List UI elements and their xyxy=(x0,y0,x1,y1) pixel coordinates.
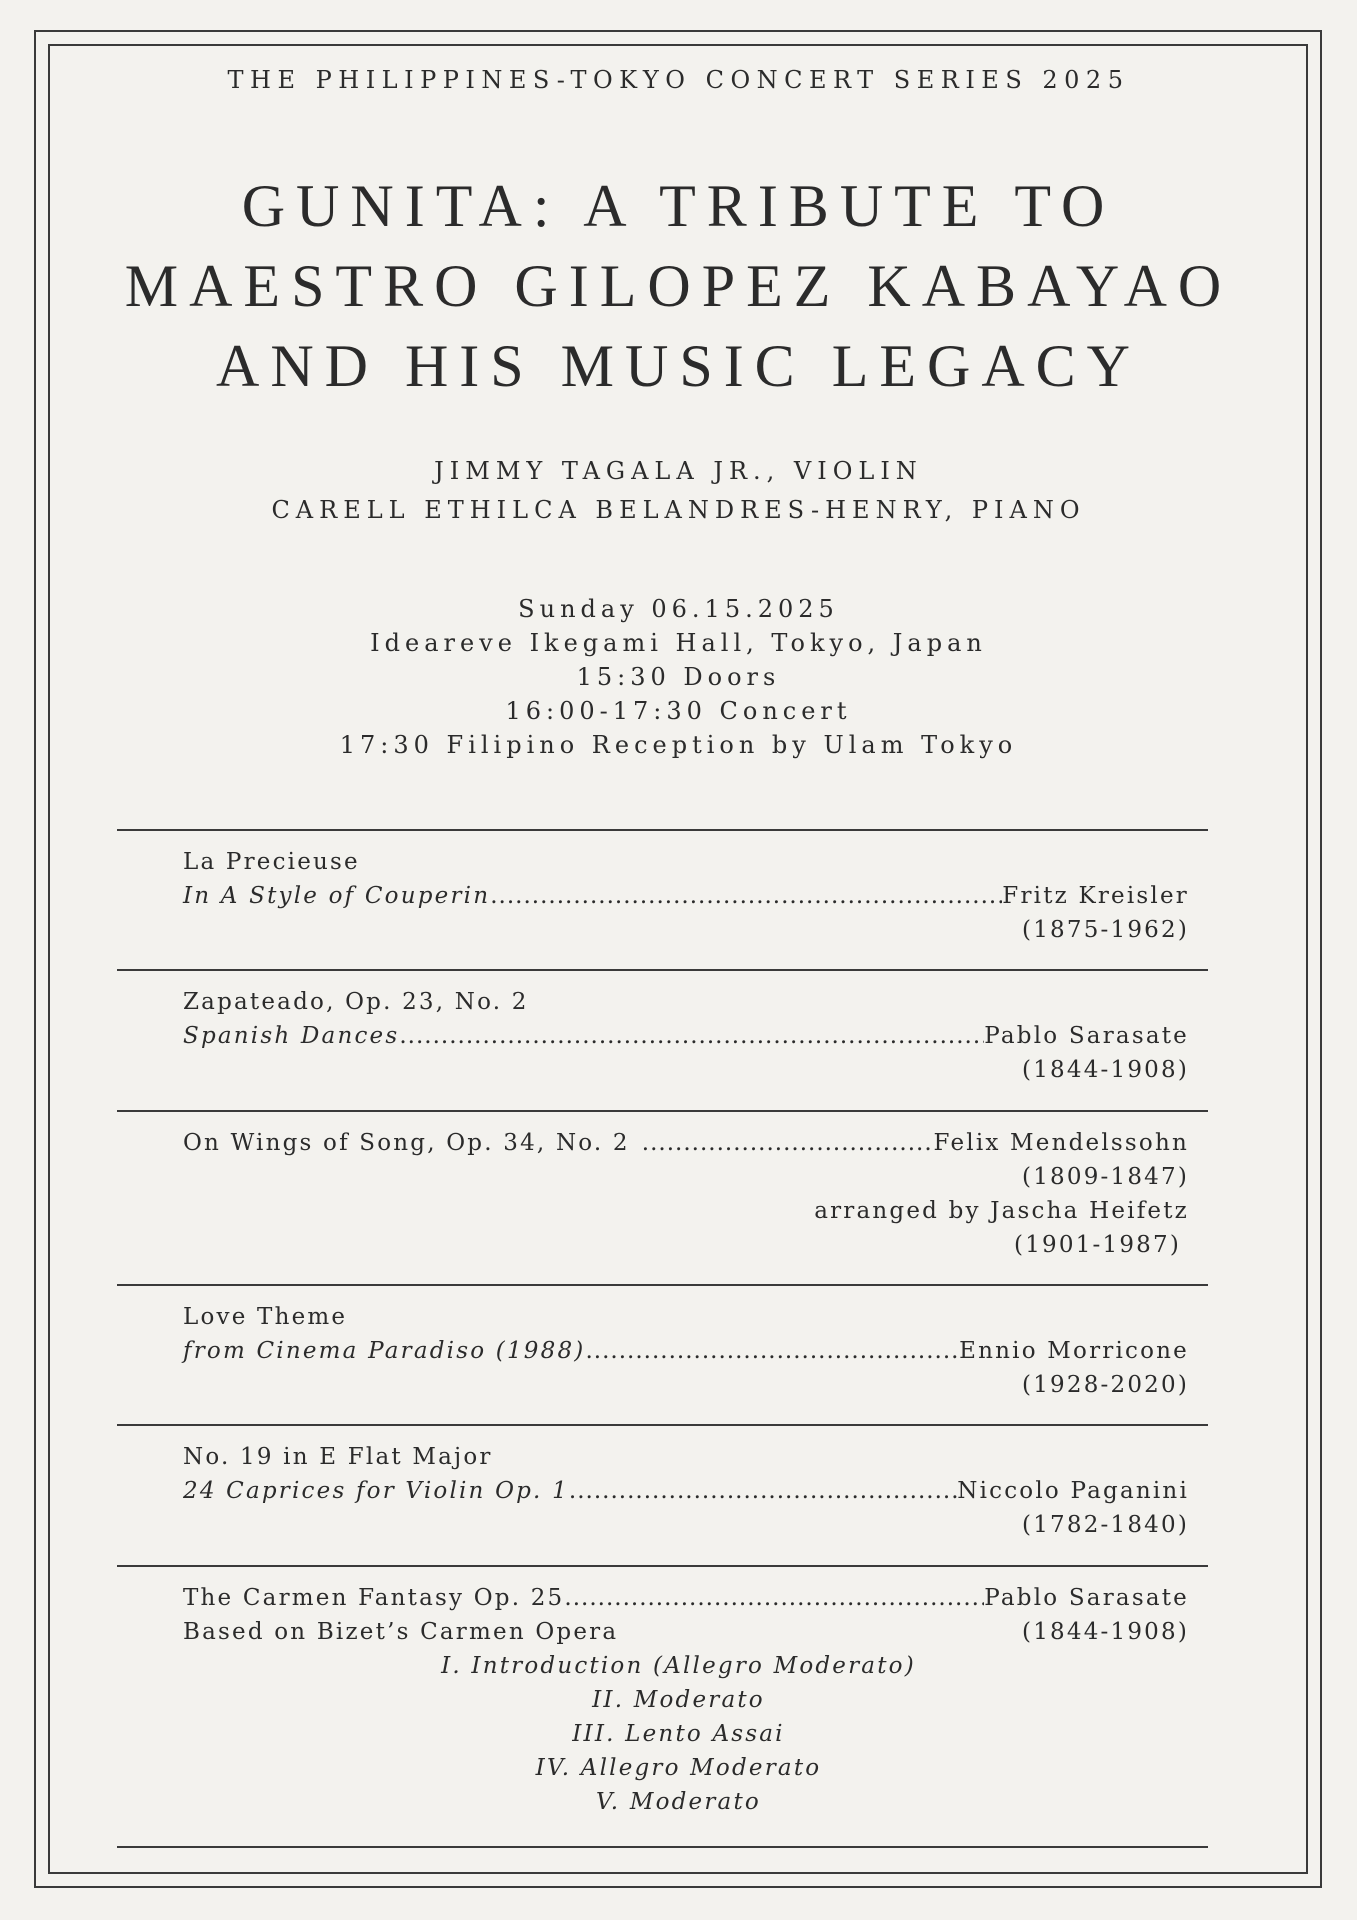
composer-years: (1782-1840) xyxy=(1022,1512,1189,1538)
program-item xyxy=(183,845,1189,947)
composer-name: Ennio Morricone xyxy=(959,1338,1189,1364)
piece-title: No. 19 in E Flat Major xyxy=(183,1444,493,1470)
program-item xyxy=(183,1300,1189,1402)
piece-subtitle: Based on Bizet’s Carmen Opera xyxy=(183,1619,619,1645)
leader-dots xyxy=(585,1334,959,1368)
divider xyxy=(117,1565,1208,1567)
composer-name: Felix Mendelssohn xyxy=(933,1130,1189,1156)
program-item xyxy=(183,1440,1189,1542)
piece-subtitle: In A Style of Couperin xyxy=(183,883,491,909)
leader-dots xyxy=(564,1581,984,1615)
performer-piano: CARELL ETHILCA BELANDRES-HENRY, PIANO xyxy=(271,496,1086,524)
piece-subtitle: from Cinema Paradiso (1988) xyxy=(183,1338,586,1364)
concert-series-label: THE PHILIPPINES-TOKYO CONCERT SERIES 2025 xyxy=(227,66,1130,94)
movement: I. Introduction (Allegro Moderato) xyxy=(441,1653,916,1679)
leader-dots xyxy=(399,1019,984,1053)
movement: IV. Allegro Moderato xyxy=(535,1755,822,1781)
composer-years: (1809-1847) xyxy=(1022,1164,1189,1190)
composer-years: (1928-2020) xyxy=(1022,1372,1189,1398)
piece-title: Zapateado, Op. 23, No. 2 xyxy=(183,989,529,1015)
divider xyxy=(117,969,1208,971)
movement: II. Moderato xyxy=(592,1687,765,1713)
divider xyxy=(117,1284,1208,1286)
title-line: GUNITA: A TRIBUTE TO xyxy=(241,173,1116,239)
divider xyxy=(117,829,1208,831)
program-item xyxy=(183,1126,1189,1262)
composer-name: Pablo Sarasate xyxy=(984,1585,1189,1611)
performer-violin: JIMMY TAGALA JR., VIOLIN xyxy=(434,457,923,485)
movement: V. Moderato xyxy=(596,1789,761,1815)
divider xyxy=(117,1846,1208,1848)
composer-years: (1844-1908) xyxy=(1022,1619,1189,1645)
movement: III. Lento Assai xyxy=(572,1721,785,1747)
performers xyxy=(0,452,1357,530)
program-item xyxy=(183,1581,1189,1819)
piece-subtitle: Spanish Dances xyxy=(183,1023,400,1049)
piece-title: La Precieuse xyxy=(183,849,360,875)
piece-subtitle: 24 Caprices for Violin Op. 1 xyxy=(183,1478,569,1504)
arranger-years: (1901-1987) xyxy=(1014,1232,1181,1258)
event-details xyxy=(0,592,1357,762)
arranger-name: arranged by Jascha Heifetz xyxy=(814,1198,1189,1224)
composer-years: (1844-1908) xyxy=(1022,1057,1189,1083)
composer-name: Fritz Kreisler xyxy=(1002,883,1189,909)
piece-title: The Carmen Fantasy Op. 25 xyxy=(183,1585,565,1611)
composer-years: (1875-1962) xyxy=(1022,917,1189,943)
title-line: AND HIS MUSIC LEGACY xyxy=(215,333,1142,399)
divider xyxy=(117,1424,1208,1426)
composer-name: Niccolo Paganini xyxy=(957,1478,1189,1504)
leader-dots xyxy=(490,879,1002,913)
title-line: MAESTRO GILOPEZ KABAYAO xyxy=(124,253,1233,319)
event-doors: 15:30 Doors xyxy=(576,663,781,691)
leader-dots xyxy=(642,1126,934,1160)
program-item xyxy=(183,985,1189,1087)
event-concert-time: 16:00-17:30 Concert xyxy=(505,697,852,725)
piece-title: Love Theme xyxy=(183,1304,348,1330)
event-date: Sunday 06.15.2025 xyxy=(518,595,839,623)
divider xyxy=(117,1110,1208,1112)
event-reception: 17:30 Filipino Reception by Ulam Tokyo xyxy=(339,731,1018,759)
composer-name: Pablo Sarasate xyxy=(984,1023,1189,1049)
event-venue: Ideareve Ikegami Hall, Tokyo, Japan xyxy=(370,629,987,657)
concert-title xyxy=(0,166,1357,406)
leader-dots xyxy=(569,1474,957,1508)
piece-title: On Wings of Song, Op. 34, No. 2 xyxy=(183,1130,630,1156)
movement-list xyxy=(0,1649,1357,1819)
